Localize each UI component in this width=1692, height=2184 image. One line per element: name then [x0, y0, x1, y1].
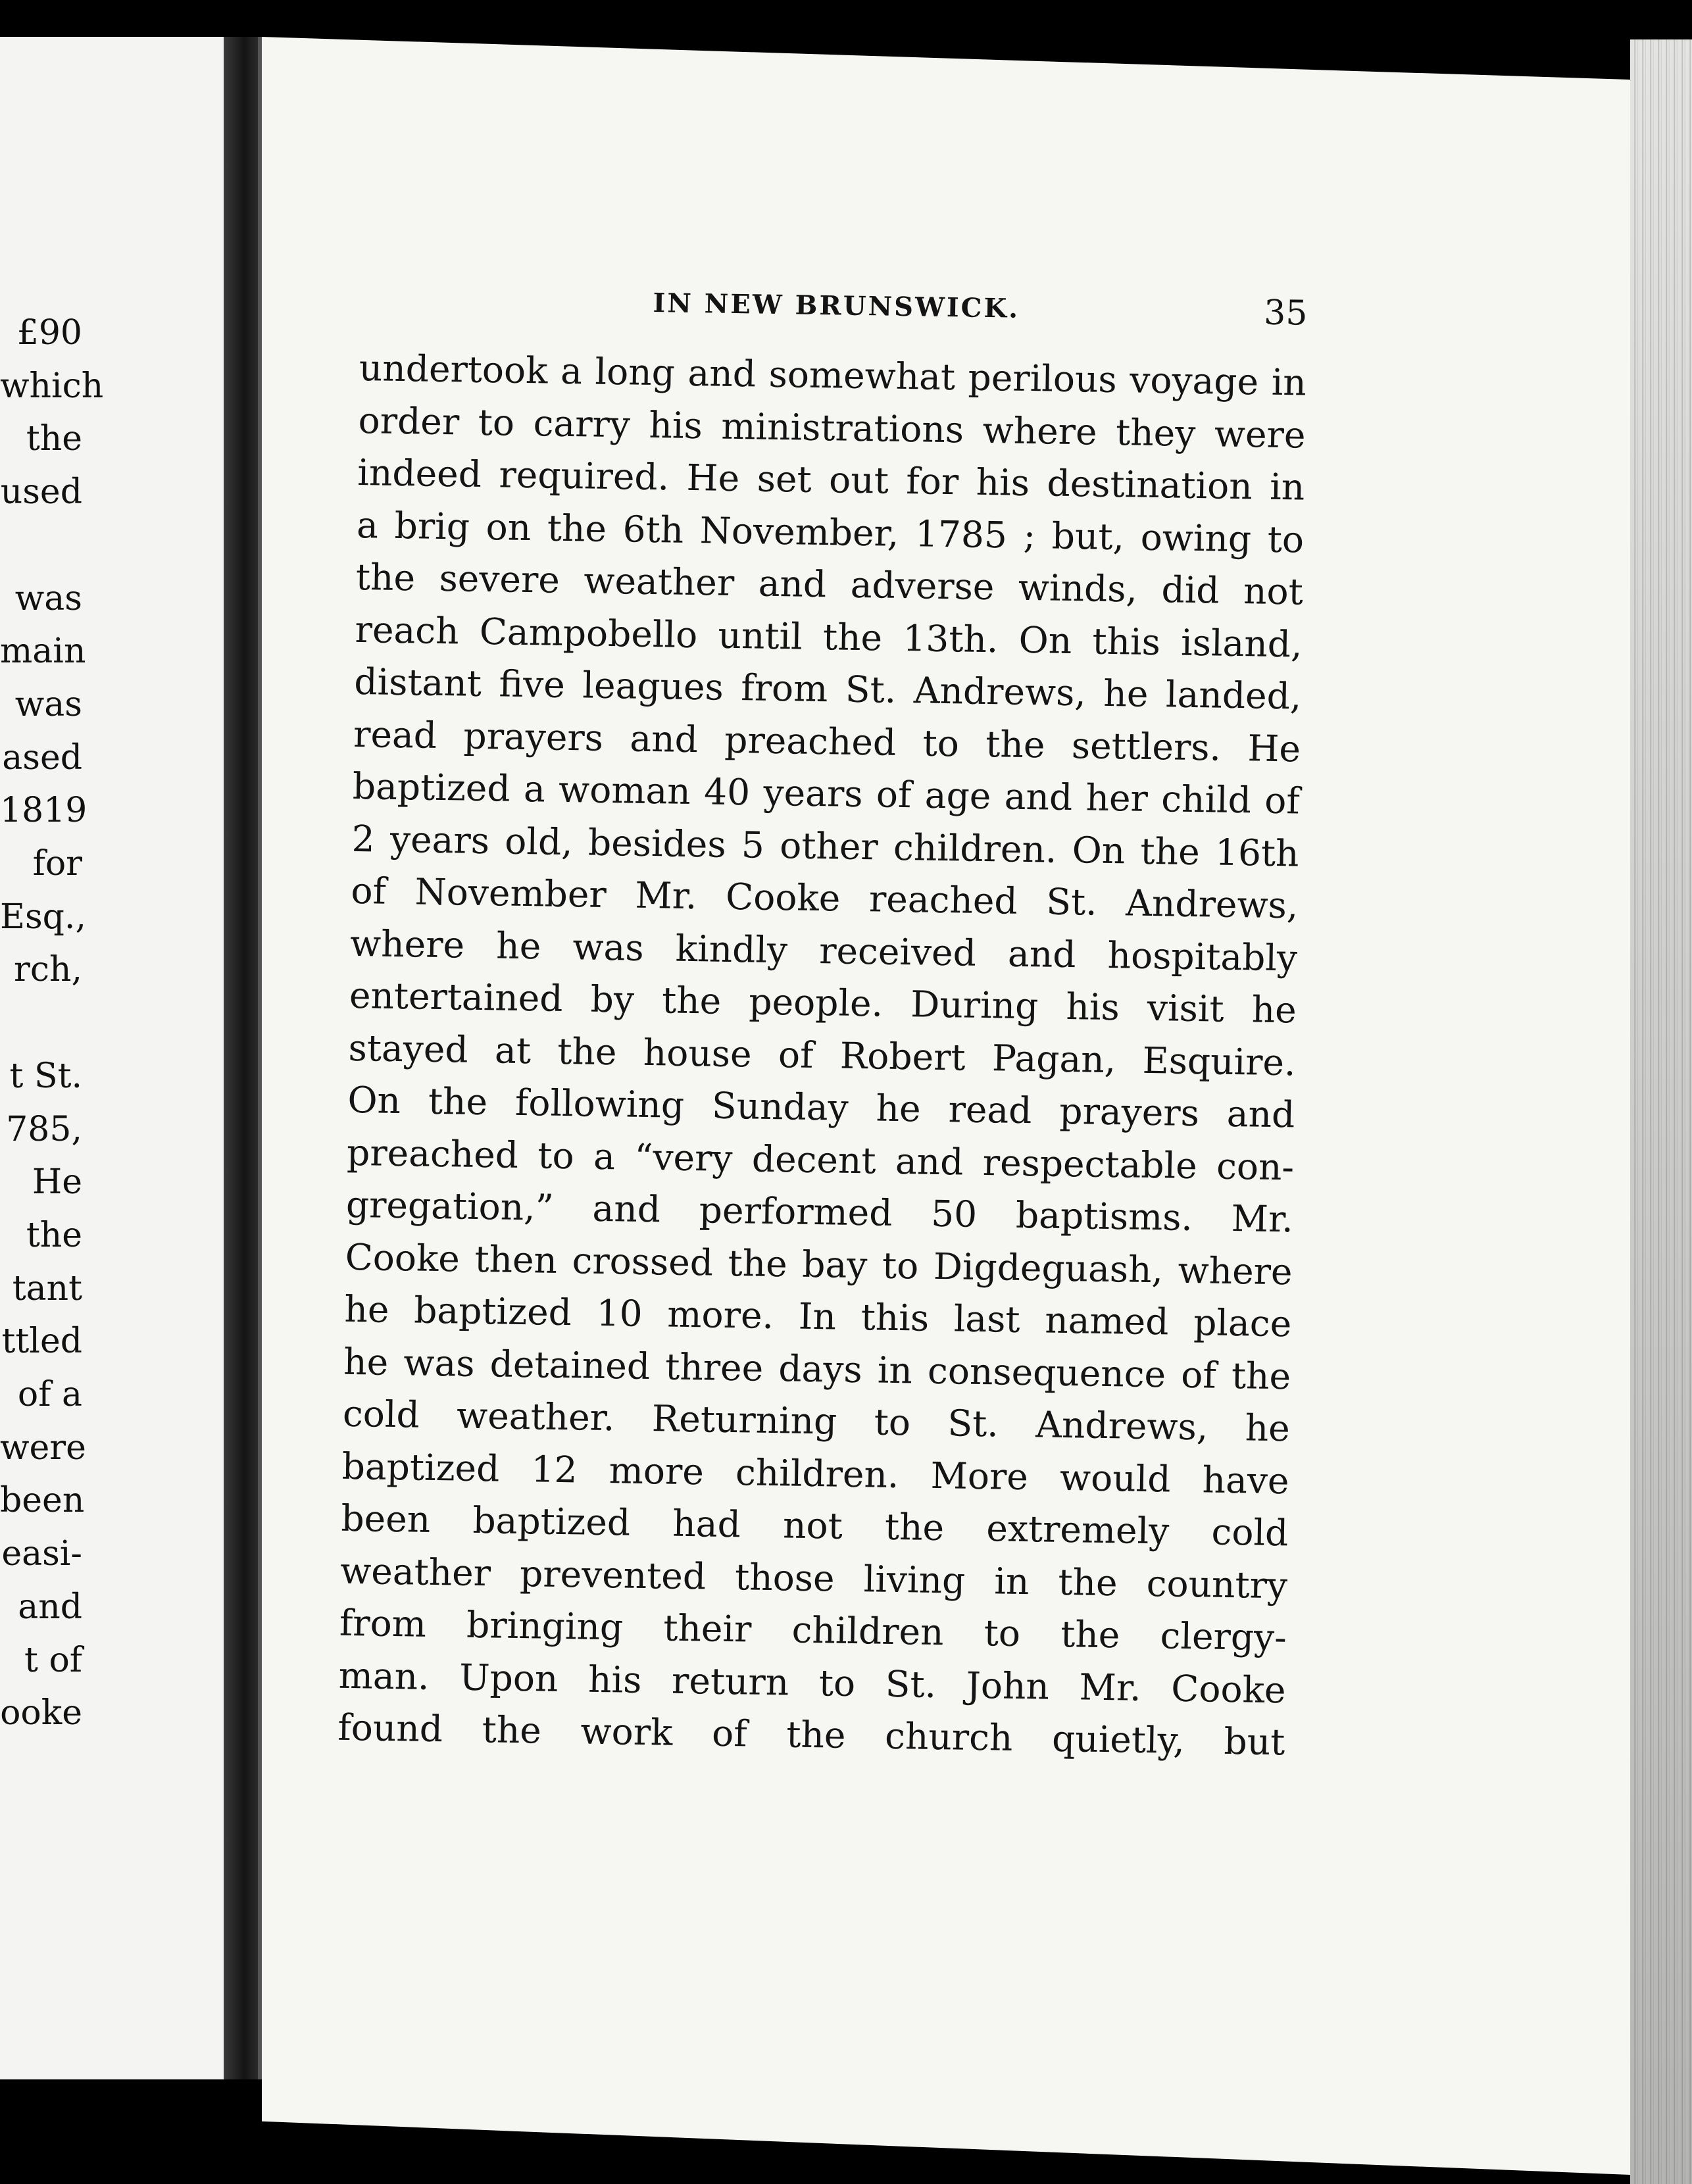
- left-page-line: which: [0, 366, 104, 406]
- left-page-line: and: [18, 1587, 82, 1627]
- left-page-line: for: [32, 844, 82, 883]
- left-page-line: ttled: [1, 1322, 82, 1362]
- running-title: IN NEW BRUNSWICK.: [653, 287, 1020, 324]
- left-page-line: t St.: [9, 1056, 82, 1096]
- left-page-line: He: [32, 1162, 82, 1203]
- body-line: On the following Sunday he read prayers and: [347, 1078, 1295, 1136]
- body-line: gregation,” and performed 50 baptisms. Mr.: [345, 1183, 1294, 1241]
- page-text: [337, 283, 1308, 1769]
- body-line: weather prevented those living in the country: [339, 1549, 1288, 1606]
- left-page-line: rch,: [14, 950, 82, 990]
- left-page-line: used: [0, 472, 82, 512]
- left-page-line: ased: [2, 737, 82, 778]
- body-line: found the work of the church quietly, but: [337, 1706, 1285, 1764]
- left-page-line: £90: [16, 313, 82, 353]
- page-edges-shade: [1630, 39, 1692, 2184]
- body-line: distant five leagues from St. Andrews, he landed,: [353, 660, 1302, 718]
- left-page-line: tant: [12, 1268, 82, 1308]
- left-page-line: main: [0, 632, 86, 672]
- body-line: Cooke then crossed the bay to Digdeguash, where: [345, 1235, 1293, 1293]
- body-line: man. Upon his return to St. John Mr. Cooke: [338, 1654, 1287, 1711]
- body-line: baptized 12 more children. More would have: [341, 1445, 1290, 1502]
- left-page-line: easi-: [1, 1534, 82, 1574]
- body-line: 2 years old, besides 5 other children. On the 16th: [351, 817, 1300, 875]
- body-line: baptized a woman 40 years of age and her child of: [352, 764, 1301, 822]
- left-page-line: 1819: [0, 791, 87, 831]
- body-line: undertook a long and somewhat perilous voyage in: [359, 346, 1307, 404]
- left-page-line: were: [0, 1427, 86, 1468]
- body-line: of November Mr. Cooke reached St. Andrews,: [350, 869, 1299, 927]
- body-line: the severe weather and adverse winds, did not: [355, 555, 1304, 613]
- left-page-line: Esq.,: [0, 897, 86, 937]
- body-line: stayed at the house of Robert Pagan, Esquire.: [348, 1026, 1297, 1083]
- book-gutter: [224, 37, 258, 2079]
- body-line: indeed required. He set out for his destination in: [357, 451, 1305, 509]
- body-line: he was detained three days in consequence of the: [343, 1340, 1291, 1397]
- left-page-line: of a: [17, 1375, 82, 1414]
- body-line: where he was kindly received and hospitably: [349, 922, 1298, 979]
- left-page-line: been: [0, 1481, 85, 1521]
- body-line: read prayers and preached to the settlers. He: [353, 712, 1301, 770]
- left-page-line: the: [26, 1215, 82, 1255]
- left-page-line: 785,: [6, 1109, 82, 1149]
- body-line: entertained by the people. During his visit he: [349, 974, 1297, 1031]
- body-line: been baptized had not the extremely cold: [340, 1497, 1289, 1554]
- left-page-line: ooke: [0, 1693, 82, 1733]
- body-line: cold weather. Returning to St. Andrews, he: [342, 1392, 1291, 1450]
- body-line: he baptized 10 more. In this last named place: [343, 1287, 1292, 1345]
- left-page-fragment: [0, 37, 224, 2079]
- body-line: from bringing their children to the clergy-: [339, 1601, 1287, 1659]
- body-line: a brig on the 6th November, 1785 ; but, owing to: [356, 503, 1305, 561]
- page-number: 35: [1263, 293, 1308, 334]
- body-line: reach Campobello until the 13th. On this island,: [355, 608, 1303, 666]
- body-line: preached to a “very decent and respectable con-: [346, 1131, 1295, 1188]
- body-line: order to carry his ministrations where they were: [358, 399, 1306, 457]
- left-page-line: the: [26, 419, 82, 459]
- left-page-line: was: [14, 684, 82, 724]
- gutter-shadow: [258, 37, 262, 2079]
- left-page-line: was: [14, 578, 82, 618]
- body-text: [337, 342, 1307, 1769]
- left-page-line: t of: [24, 1640, 82, 1680]
